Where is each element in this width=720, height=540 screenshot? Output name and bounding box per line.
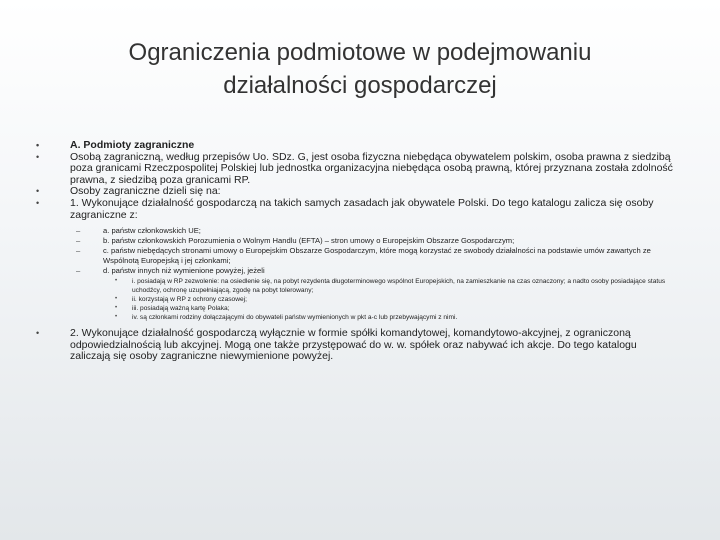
bullet-category-2: • 2. Wykonujące działalność gospodarczą wyłącznie w formie spółki komandytowej, komandytowo-akcyjnej, z ograniczoną odpowiedzialnością lub akcyjnej. Mogą one także przystępować do w. w. spółek oraz nabywać ich akcje. Do tego katalogu zaliczają się osoby zagraniczne niewymienione powyżej. xyxy=(36,328,676,363)
slide-title xyxy=(60,36,660,102)
sub-item-a: – a. państw członkowskich UE; xyxy=(70,226,676,236)
sub-item-c: – c. państw niebędących stronami umowy o Europejskim Obszarze Gospodarczym, które mogą korzystać ze swobody działalności na podstawie umów zawartych ze Wspólnotą Europejską i jej członkami; xyxy=(70,246,676,266)
sub-sub-item-iii: • iii. posiadają ważną kartę Polaka; xyxy=(103,304,676,313)
sub-item-b: – b. państw członkowskich Porozumienia o Wolnym Handlu (EFTA) – stron umowy o Europejskim Obszarze Gospodarczym; xyxy=(70,236,676,246)
bullet-list xyxy=(36,140,676,363)
sub-sub-item-i: • i. posiadają w RP zezwolenie: na osiedlenie się, na pobyt rezydenta długoterminowego wspólnot Europejskich, na zamieszkanie na czas oznaczony; a nadto osoby posiadające status uchodźcy, ochronę uzupełniającą, zgodę na pobyt tolerowany; xyxy=(103,277,676,295)
sub-sub-item-iv: • iv. są członkami rodziny dołączającymi do obywateli państw wymienionych w pkt a-c lub przebywającymi z nimi. xyxy=(103,313,676,322)
slide-content xyxy=(36,140,676,363)
sub-list xyxy=(70,226,676,322)
sub-item-d-text: d. państw innych niż wymienione powyżej, jeżeli xyxy=(103,266,265,276)
bullet-category-1-text: 1. Wykonujące działalność gospodarczą na takich samych zasadach jak obywatele Polski. Do tego katalogu zalicza się osoby zagraniczne z: xyxy=(70,196,654,221)
sub-sub-item-ii: • ii. korzystają w RP z ochrony czasowej; xyxy=(103,295,676,304)
bullet-category-1 xyxy=(36,198,676,322)
sub-item-d xyxy=(70,266,676,322)
slide-title-line-1: Ograniczenia podmiotowe w podejmowaniu xyxy=(128,39,592,66)
bullet-division: • Osoby zagraniczne dzieli się na: xyxy=(36,186,676,198)
bullet-definition: • Osobą zagraniczną, według przepisów Uo. SDz. G, jest osoba fizyczna niebędąca obywatelem polskim, osoba prawna z siedzibą poza granicami Rzeczpospolitej Polskiej lub jednostka organizacyjna niebędąca osobą prawną, której przyznana została zdolność prawna, z siedzibą poza granicami RP. xyxy=(36,152,676,187)
slide-title-line-2: działalności gospodarczej xyxy=(223,72,497,99)
bullet-heading: • A. Podmioty zagraniczne xyxy=(36,140,676,152)
sub-sub-list xyxy=(103,277,676,322)
